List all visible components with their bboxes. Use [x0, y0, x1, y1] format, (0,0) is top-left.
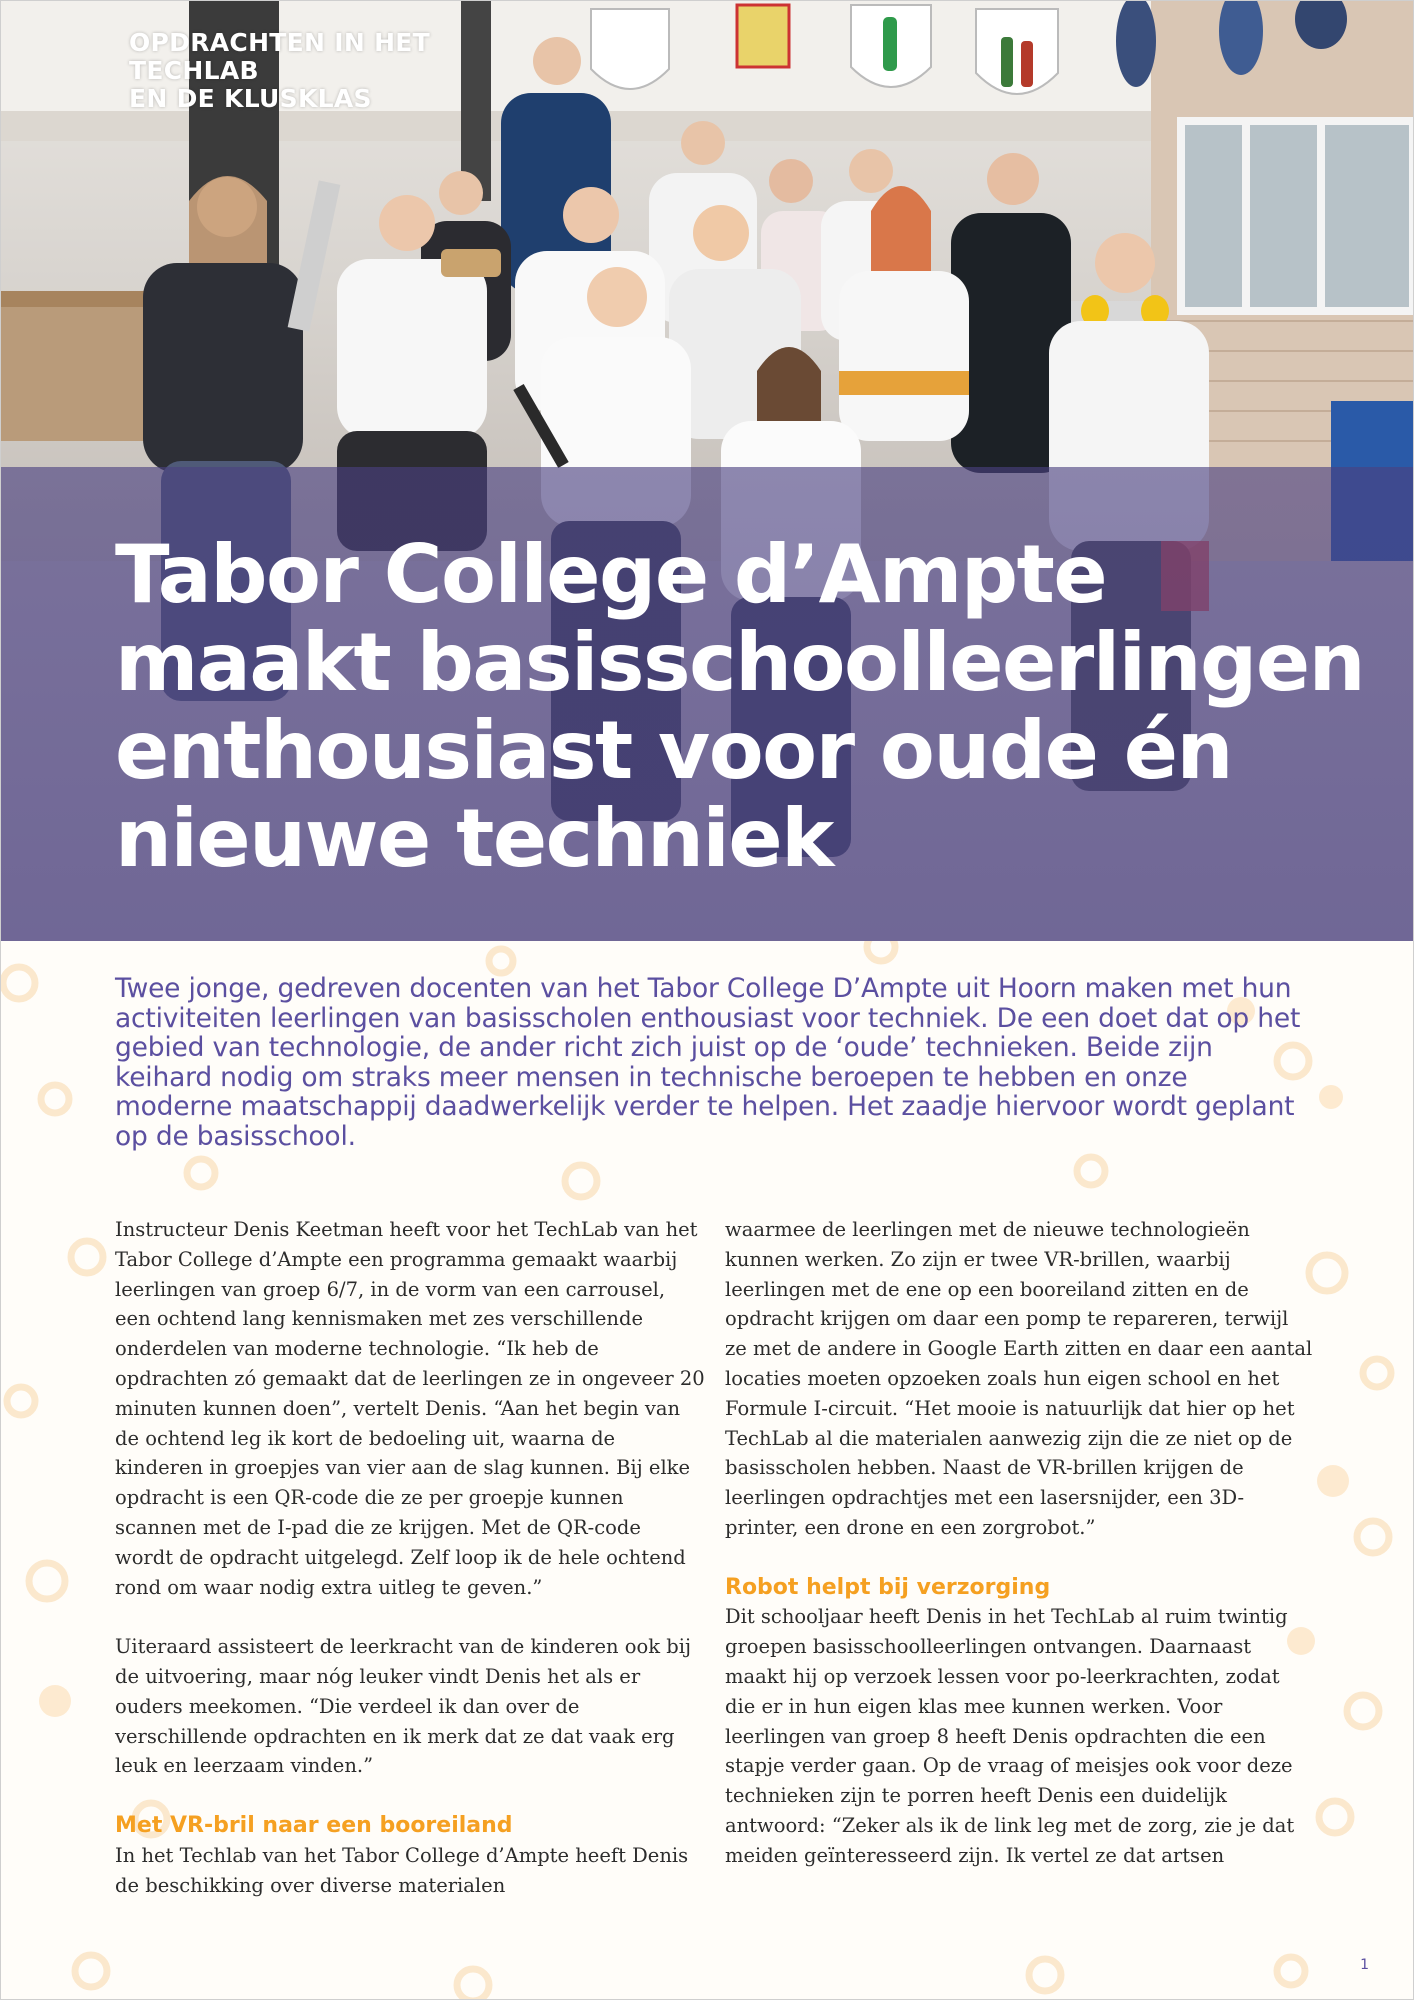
article-intro: Twee jonge, gedreven docenten van het Tabor College D’Ampte uit Hoorn maken met hun activiteiten leerlingen van basisscholen enthousiast voor techniek. De een doet dat op het gebied van technologie, de ander richt zich juist op de ‘oude’ technieken. Beide zijn keihard nodig om straks meer mensen in technische beroepen te hebben en onze moderne maatschappij daadwerkelijk verder te helpen. Het zaadje hiervoor wordt geplant op de basisschool. [115, 973, 1301, 1152]
article-column-right [725, 1215, 1315, 1871]
headline-line-1: Tabor College d’Ampte [115, 528, 1107, 621]
article-column-left [115, 1215, 705, 1900]
headline-line-2: maakt basisschoolleerlingen [115, 616, 1365, 709]
left-paragraph-3: In het Techlab van het Tabor College d’Ampte heeft Denis de beschikking over diverse materialen [115, 1843, 689, 1897]
article-headline [115, 528, 1405, 885]
kicker-line-2: EN DE KLUSKLAS [129, 84, 372, 113]
subheading-vr-bril: Met VR-bril naar een booreiland [115, 1812, 513, 1838]
subheading-robot: Robot helpt bij verzorging [725, 1574, 1051, 1600]
left-paragraph-1: Instructeur Denis Keetman heeft voor het TechLab van het Tabor College d’Ampte een programma gemaakt waarbij leerlingen van groep 6/7, in de vorm van een carrousel, een ochtend lang kennismaken met zes verschillende onderdelen van moderne technologie. “Ik heb de opdrachten zó gemaakt dat de leerlingen ze in ongeveer 20 minuten kunnen doen”, vertelt Denis. “Aan het begin van de ochtend leg ik kort de bedoeling uit, waarna de kinderen in groepjes van vier aan de slag kunnen. Bij elke opdracht is een QR-code die ze per groepje kunnen scannen met de I-pad die ze krijgen. Met de QR-code wordt de opdracht uitgelegd. Zelf loop ik de hele ochtend rond om waar nodig extra uitleg te geven.” [115, 1218, 705, 1599]
right-paragraph-1: waarmee de leerlingen met de nieuwe technologieën kunnen werken. Zo zijn er twee VR-brillen, waarbij leerlingen met de ene op een booreiland zitten en de opdracht krijgen om daar een pomp te repareren, terwijl ze met de andere in Google Earth zitten en daar een aantal locaties moeten opzoeken zoals hun eigen school en het Formule I-circuit. “Het mooie is natuurlijk dat hier op het TechLab al die materialen aanwezig zijn die ze niet op de basisscholen hebben. Naast de VR-brillen krijgen de leerlingen opdrachtjes met een lasersnijder, een 3D-printer, een drone en een zorgrobot.” [725, 1218, 1313, 1539]
kicker-line-1: OPDRACHTEN IN HET TECHLAB [129, 28, 431, 85]
hero-photo [1, 1, 1413, 941]
section-kicker [129, 29, 549, 113]
page-number: 1 [1360, 1957, 1369, 1973]
right-paragraph-2: Dit schooljaar heeft Denis in het TechLab al ruim twintig groepen basisschoolleerlingen ontvangen. Daarnaast maakt hij op verzoek lessen voor po-leerkrachten, zodat die er in hun eigen klas mee kunnen werken. Voor leerlingen van groep 8 heeft Denis opdrachten die een stapje verder gaan. Op de vraag of meisjes ook voor deze technieken zijn te porren heeft Denis een duidelijk antwoord: “Zeker als ik de link leg met de zorg, zie je dat meiden geïnteresseerd zijn. Ik vertel ze dat artsen [725, 1605, 1295, 1867]
headline-line-4: nieuwe techniek [115, 792, 833, 885]
headline-line-3: enthousiast voor oude én [115, 704, 1232, 797]
left-paragraph-2: Uiteraard assisteert de leerkracht van de kinderen ook bij de uitvoering, maar nóg leuker vindt Denis het als er ouders meekomen. “Die verdeel ik dan over de verschillende opdrachten en ik merk dat ze dat vaak erg leuk en leerzaam vinden.” [115, 1635, 692, 1778]
